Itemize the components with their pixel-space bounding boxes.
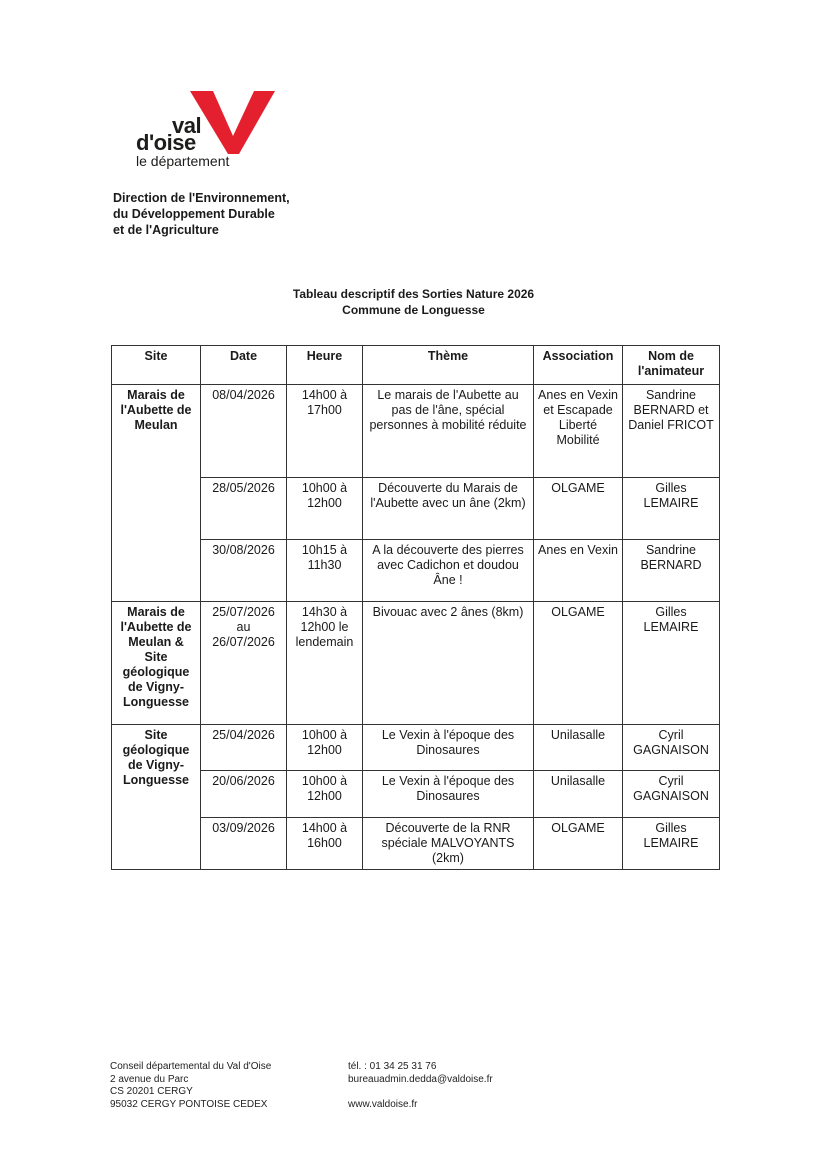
logo-text-doise: d'oise xyxy=(136,130,196,155)
cell-site: Marais de l'Aubette de Meulan xyxy=(112,385,201,602)
table-row xyxy=(112,540,720,602)
footer-phone: tél. : 01 34 25 31 76 xyxy=(348,1061,437,1072)
sorties-table xyxy=(111,345,720,870)
cell-date: 25/07/2026 au 26/07/2026 xyxy=(201,602,287,725)
cell-theme: Découverte du Marais de l'Aubette avec un âne (2km) xyxy=(363,478,534,540)
cell-date: 30/08/2026 xyxy=(201,540,287,602)
footer-address-line-3: CS 20201 CERGY xyxy=(110,1086,193,1097)
cell-theme: Découverte de la RNR spéciale MALVOYANTS (2km) xyxy=(363,818,534,870)
cell-animateur: Cyril GAGNAISON xyxy=(623,725,720,771)
cell-association: Anes en Vexin et Escapade Liberté Mobilité xyxy=(534,385,623,478)
cell-animateur: Gilles LEMAIRE xyxy=(623,818,720,870)
cell-theme: Le marais de l'Aubette au pas de l'âne, spécial personnes à mobilité réduite xyxy=(363,385,534,478)
table-row xyxy=(112,771,720,818)
cell-heure: 14h00 à 17h00 xyxy=(287,385,363,478)
logo-text-val: val xyxy=(172,113,202,138)
document-title-line-1: Tableau descriptif des Sorties Nature 2026 xyxy=(292,287,535,301)
cell-animateur: Cyril GAGNAISON xyxy=(623,771,720,818)
footer-contact xyxy=(348,1061,493,1111)
cell-heure: 10h00 à 12h00 xyxy=(287,771,363,818)
direction-heading xyxy=(113,190,290,238)
logo-text-departement: le département xyxy=(136,153,230,169)
cell-animateur: Gilles LEMAIRE xyxy=(623,602,720,725)
header-site: Site xyxy=(112,346,201,385)
table-header-row xyxy=(112,346,720,385)
footer-address-line-2: 2 avenue du Parc xyxy=(110,1073,189,1085)
table-row xyxy=(112,385,720,478)
header-date: Date xyxy=(201,346,287,385)
cell-association: OLGAME xyxy=(534,478,623,540)
header-animateur: Nom de l'animateur xyxy=(623,346,720,385)
cell-site: Marais de l'Aubette de Meulan & Site géologique de Vigny-Longuesse xyxy=(112,602,201,725)
cell-date: 20/06/2026 xyxy=(201,771,287,818)
cell-date: 28/05/2026 xyxy=(201,478,287,540)
document-title-line-2: Commune de Longuesse xyxy=(342,303,485,317)
header-heure: Heure xyxy=(287,346,363,385)
cell-association: Unilasalle xyxy=(534,771,623,818)
footer-website-link[interactable]: www.valdoise.fr xyxy=(348,1098,418,1110)
cell-heure: 10h00 à 12h00 xyxy=(287,725,363,771)
cell-animateur: Sandrine BERNARD et Daniel FRICOT xyxy=(623,385,720,478)
cell-association: Anes en Vexin xyxy=(534,540,623,602)
cell-theme: Bivouac avec 2 ânes (8km) xyxy=(363,602,534,725)
cell-theme: Le Vexin à l'époque des Dinosaures xyxy=(363,771,534,818)
cell-association: OLGAME xyxy=(534,818,623,870)
cell-theme: A la découverte des pierres avec Cadichon et doudou Âne ! xyxy=(363,540,534,602)
cell-theme: Le Vexin à l'époque des Dinosaures xyxy=(363,725,534,771)
table-row xyxy=(112,725,720,771)
table-row xyxy=(112,602,720,725)
cell-animateur: Gilles LEMAIRE xyxy=(623,478,720,540)
header-theme: Thème xyxy=(363,346,534,385)
cell-association: OLGAME xyxy=(534,602,623,725)
cell-date: 03/09/2026 xyxy=(201,818,287,870)
cell-association: Unilasalle xyxy=(534,725,623,771)
cell-date: 25/04/2026 xyxy=(201,725,287,771)
direction-line-1: Direction de l'Environnement, xyxy=(113,191,290,205)
cell-heure: 10h15 à 11h30 xyxy=(287,540,363,602)
footer-address xyxy=(110,1061,271,1111)
cell-site: Site géologique de Vigny-Longuesse xyxy=(112,725,201,870)
cell-animateur: Sandrine BERNARD xyxy=(623,540,720,602)
table-row xyxy=(112,478,720,540)
footer-address-line-1: Conseil départemental du Val d'Oise xyxy=(110,1061,272,1072)
cell-heure: 14h30 à 12h00 le lendemain xyxy=(287,602,363,725)
cell-heure: 14h00 à 16h00 xyxy=(287,818,363,870)
table-row xyxy=(112,818,720,870)
cell-date: 08/04/2026 xyxy=(201,385,287,478)
footer-email[interactable]: bureauadmin.dedda@valdoise.fr xyxy=(348,1073,493,1085)
direction-line-3: et de l'Agriculture xyxy=(113,223,219,237)
document-title xyxy=(0,286,827,318)
footer-address-line-4: 95032 CERGY PONTOISE CEDEX xyxy=(110,1098,268,1110)
header-association: Association xyxy=(534,346,623,385)
cell-heure: 10h00 à 12h00 xyxy=(287,478,363,540)
direction-line-2: du Développement Durable xyxy=(113,207,275,221)
